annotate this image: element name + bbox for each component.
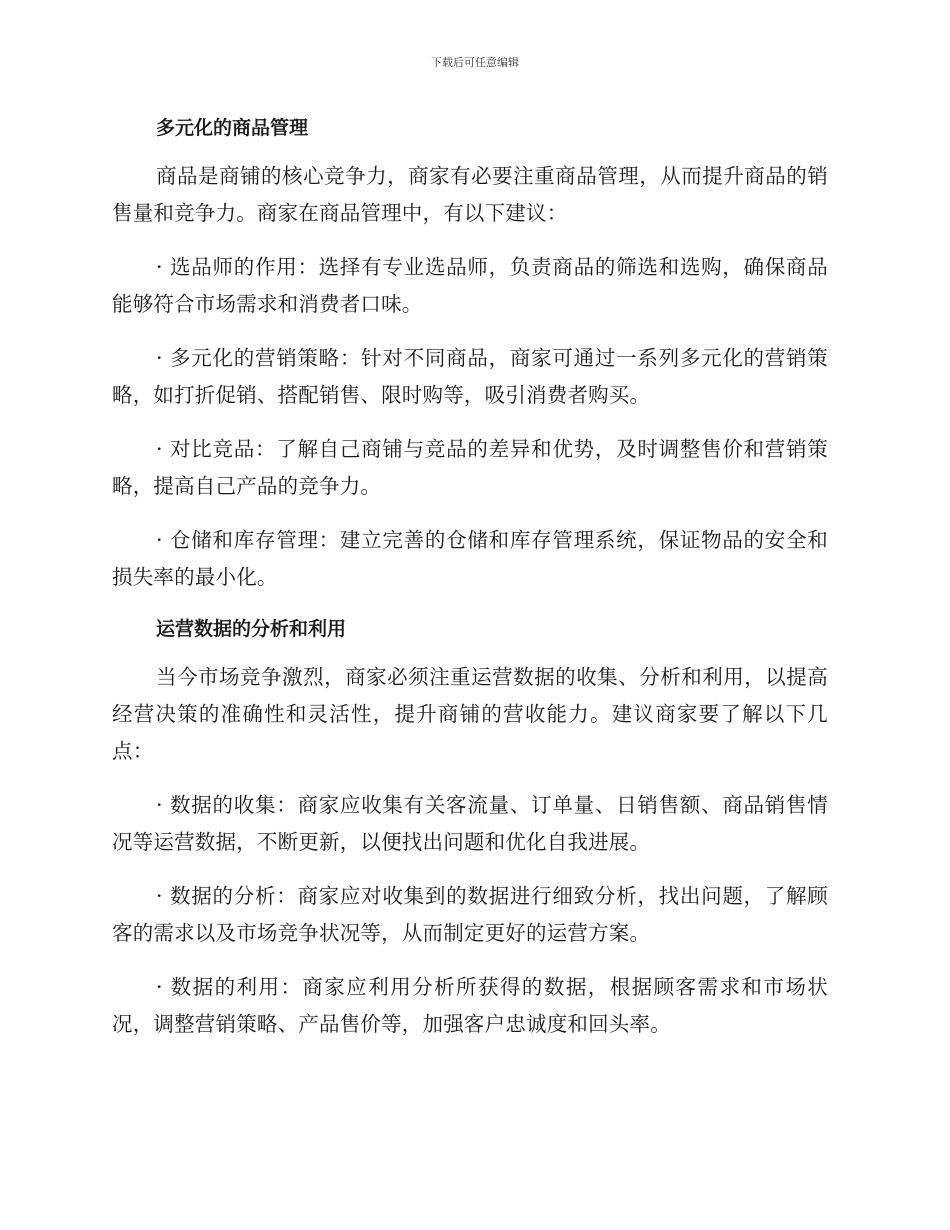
section-heading-operations-data: 运营数据的分析和利用 (156, 618, 347, 640)
section-intro-paragraph: 商品是商铺的核心竞争力，商家有必要注重商品管理，从而提升商品的销售量和竞争力。商家在商品管理中，有以下建议： (112, 164, 828, 225)
bullet-paragraph: · 仓储和库存管理：建立完善的仓储和库存管理系统，保证物品的安全和损失率的最小化。 (112, 528, 828, 589)
document-body (112, 112, 828, 1060)
page-header: 下载后可任意编辑 (431, 56, 519, 69)
section-heading-product-management: 多元化的商品管理 (156, 117, 309, 139)
bullet-paragraph: · 对比竞品：了解自己商铺与竞品的差异和优势，及时调整售价和营销策略，提高自己产品的竞争力。 (112, 437, 828, 498)
bullet-paragraph: · 数据的利用：商家应利用分析所获得的数据，根据顾客需求和市场状况，调整营销策略、产品售价等，加强客户忠诚度和回头率。 (112, 975, 828, 1036)
bullet-paragraph: · 数据的收集：商家应收集有关客流量、订单量、日销售额、商品销售情况等运营数据，不断更新，以便找出问题和优化自我进展。 (112, 793, 828, 854)
bullet-paragraph: · 数据的分析：商家应对收集到的数据进行细致分析，找出问题，了解顾客的需求以及市场竞争状况等，从而制定更好的运营方案。 (112, 884, 828, 945)
bullet-paragraph: · 多元化的营销策略：针对不同商品，商家可通过一系列多元化的营销策略，如打折促销、搭配销售、限时购等，吸引消费者购买。 (112, 346, 828, 407)
bullet-paragraph: · 选品师的作用：选择有专业选品师，负责商品的筛选和选购，确保商品能够符合市场需求和消费者口味。 (112, 255, 828, 316)
section-intro-paragraph: 当今市场竞争激烈，商家必须注重运营数据的收集、分析和利用，以提高经营决策的准确性和灵活性，提升商铺的营收能力。建议商家要了解以下几点： (112, 665, 828, 763)
